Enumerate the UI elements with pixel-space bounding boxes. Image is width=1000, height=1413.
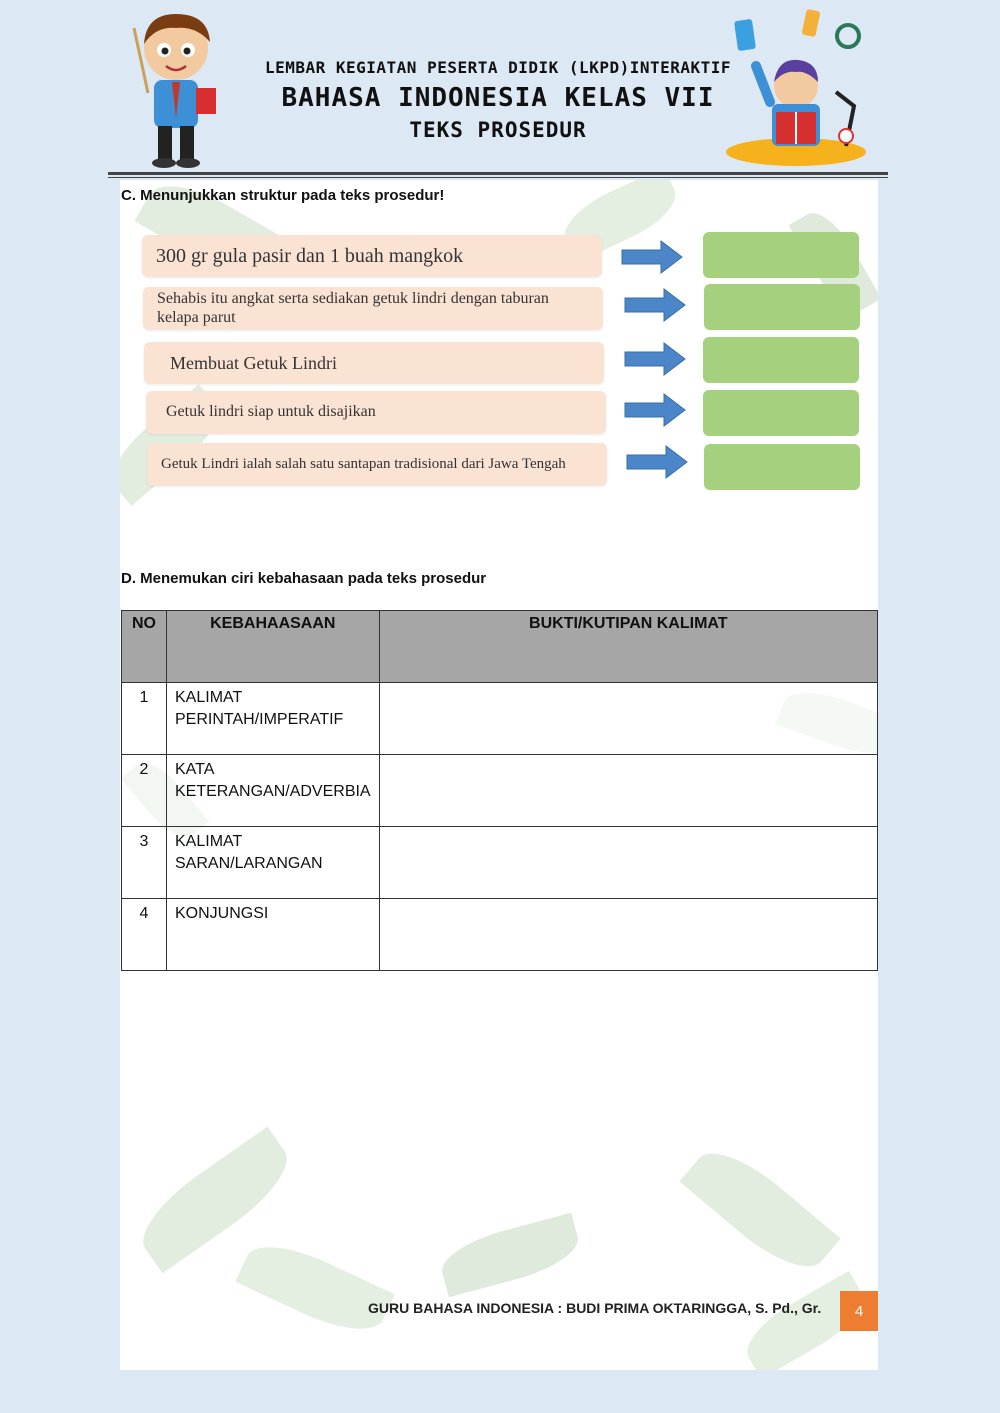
student-reading-icon bbox=[726, 6, 876, 170]
structure-answer-box-1[interactable] bbox=[703, 232, 859, 278]
header-subject-title: BAHASA INDONESIA KELAS VII bbox=[281, 83, 715, 113]
table-row bbox=[122, 899, 878, 971]
header-divider bbox=[108, 172, 888, 175]
row-number: 3 bbox=[122, 827, 167, 899]
row-number: 1 bbox=[122, 683, 167, 755]
procedure-step-1: 300 gr gula pasir dan 1 buah mangkok bbox=[142, 235, 602, 277]
header-lkpd-title: LEMBAR KEGIATAN PESERTA DIDIK (LKPD)INTERAKTIF bbox=[264, 58, 732, 77]
row-kebahasaan: KATA KETERANGAN/ADVERBIA bbox=[167, 755, 380, 827]
table-row bbox=[122, 827, 878, 899]
header-divider-thin bbox=[108, 177, 888, 178]
row-number: 2 bbox=[122, 755, 167, 827]
row-kebahasaan: KONJUNGSI bbox=[167, 899, 380, 971]
table-row bbox=[122, 755, 878, 827]
row-kebahasaan: KALIMAT PERINTAH/IMPERATIF bbox=[167, 683, 380, 755]
row-number: 4 bbox=[122, 899, 167, 971]
arrow-right-icon bbox=[624, 288, 686, 322]
arrow-right-icon bbox=[621, 240, 683, 274]
footer-teacher-credit: GURU BAHASA INDONESIA : BUDI PRIMA OKTARINGGA, S. Pd., Gr. bbox=[368, 1300, 822, 1316]
leaf-decoration bbox=[436, 1213, 584, 1298]
leaf-decoration bbox=[235, 1231, 395, 1345]
section-c-title: C. Menunjukkan struktur pada teks prosedur! bbox=[121, 187, 445, 204]
header-no: NO bbox=[122, 611, 167, 683]
procedure-step-4: Getuk lindri siap untuk disajikan bbox=[146, 391, 606, 434]
evidence-answer-cell-3[interactable] bbox=[379, 827, 877, 899]
section-d-title: D. Menemukan ciri kebahasaan pada teks prosedur bbox=[121, 570, 487, 587]
procedure-step-3: Membuat Getuk Lindri bbox=[144, 342, 604, 384]
structure-answer-box-2[interactable] bbox=[704, 284, 860, 330]
evidence-answer-cell-2[interactable] bbox=[379, 755, 877, 827]
structure-answer-box-5[interactable] bbox=[704, 444, 860, 490]
structure-answer-box-3[interactable] bbox=[703, 337, 859, 383]
table-row bbox=[122, 683, 878, 755]
linguistic-features-table bbox=[121, 610, 878, 971]
header-kebahasaan: KEBAHAASAAN bbox=[167, 611, 380, 683]
worksheet-header bbox=[108, 0, 888, 182]
procedure-step-5: Getuk Lindri ialah salah satu santapan tradisional dari Jawa Tengah bbox=[147, 443, 607, 486]
page-number-badge: 4 bbox=[840, 1291, 878, 1331]
leaf-decoration bbox=[679, 1136, 840, 1285]
evidence-answer-cell-1[interactable] bbox=[379, 683, 877, 755]
header-topic-title: TEKS PROSEDUR bbox=[409, 118, 587, 142]
arrow-right-icon bbox=[624, 393, 686, 427]
evidence-answer-cell-4[interactable] bbox=[379, 899, 877, 971]
arrow-right-icon bbox=[624, 342, 686, 376]
row-kebahasaan: KALIMAT SARAN/LARANGAN bbox=[167, 827, 380, 899]
header-bukti: BUKTI/KUTIPAN KALIMAT bbox=[379, 611, 877, 683]
structure-answer-box-4[interactable] bbox=[703, 390, 859, 436]
procedure-step-2: Sehabis itu angkat serta sediakan getuk lindri dengan taburan kelapa parut bbox=[143, 287, 603, 330]
table-header-row bbox=[122, 611, 878, 683]
arrow-right-icon bbox=[626, 445, 688, 479]
